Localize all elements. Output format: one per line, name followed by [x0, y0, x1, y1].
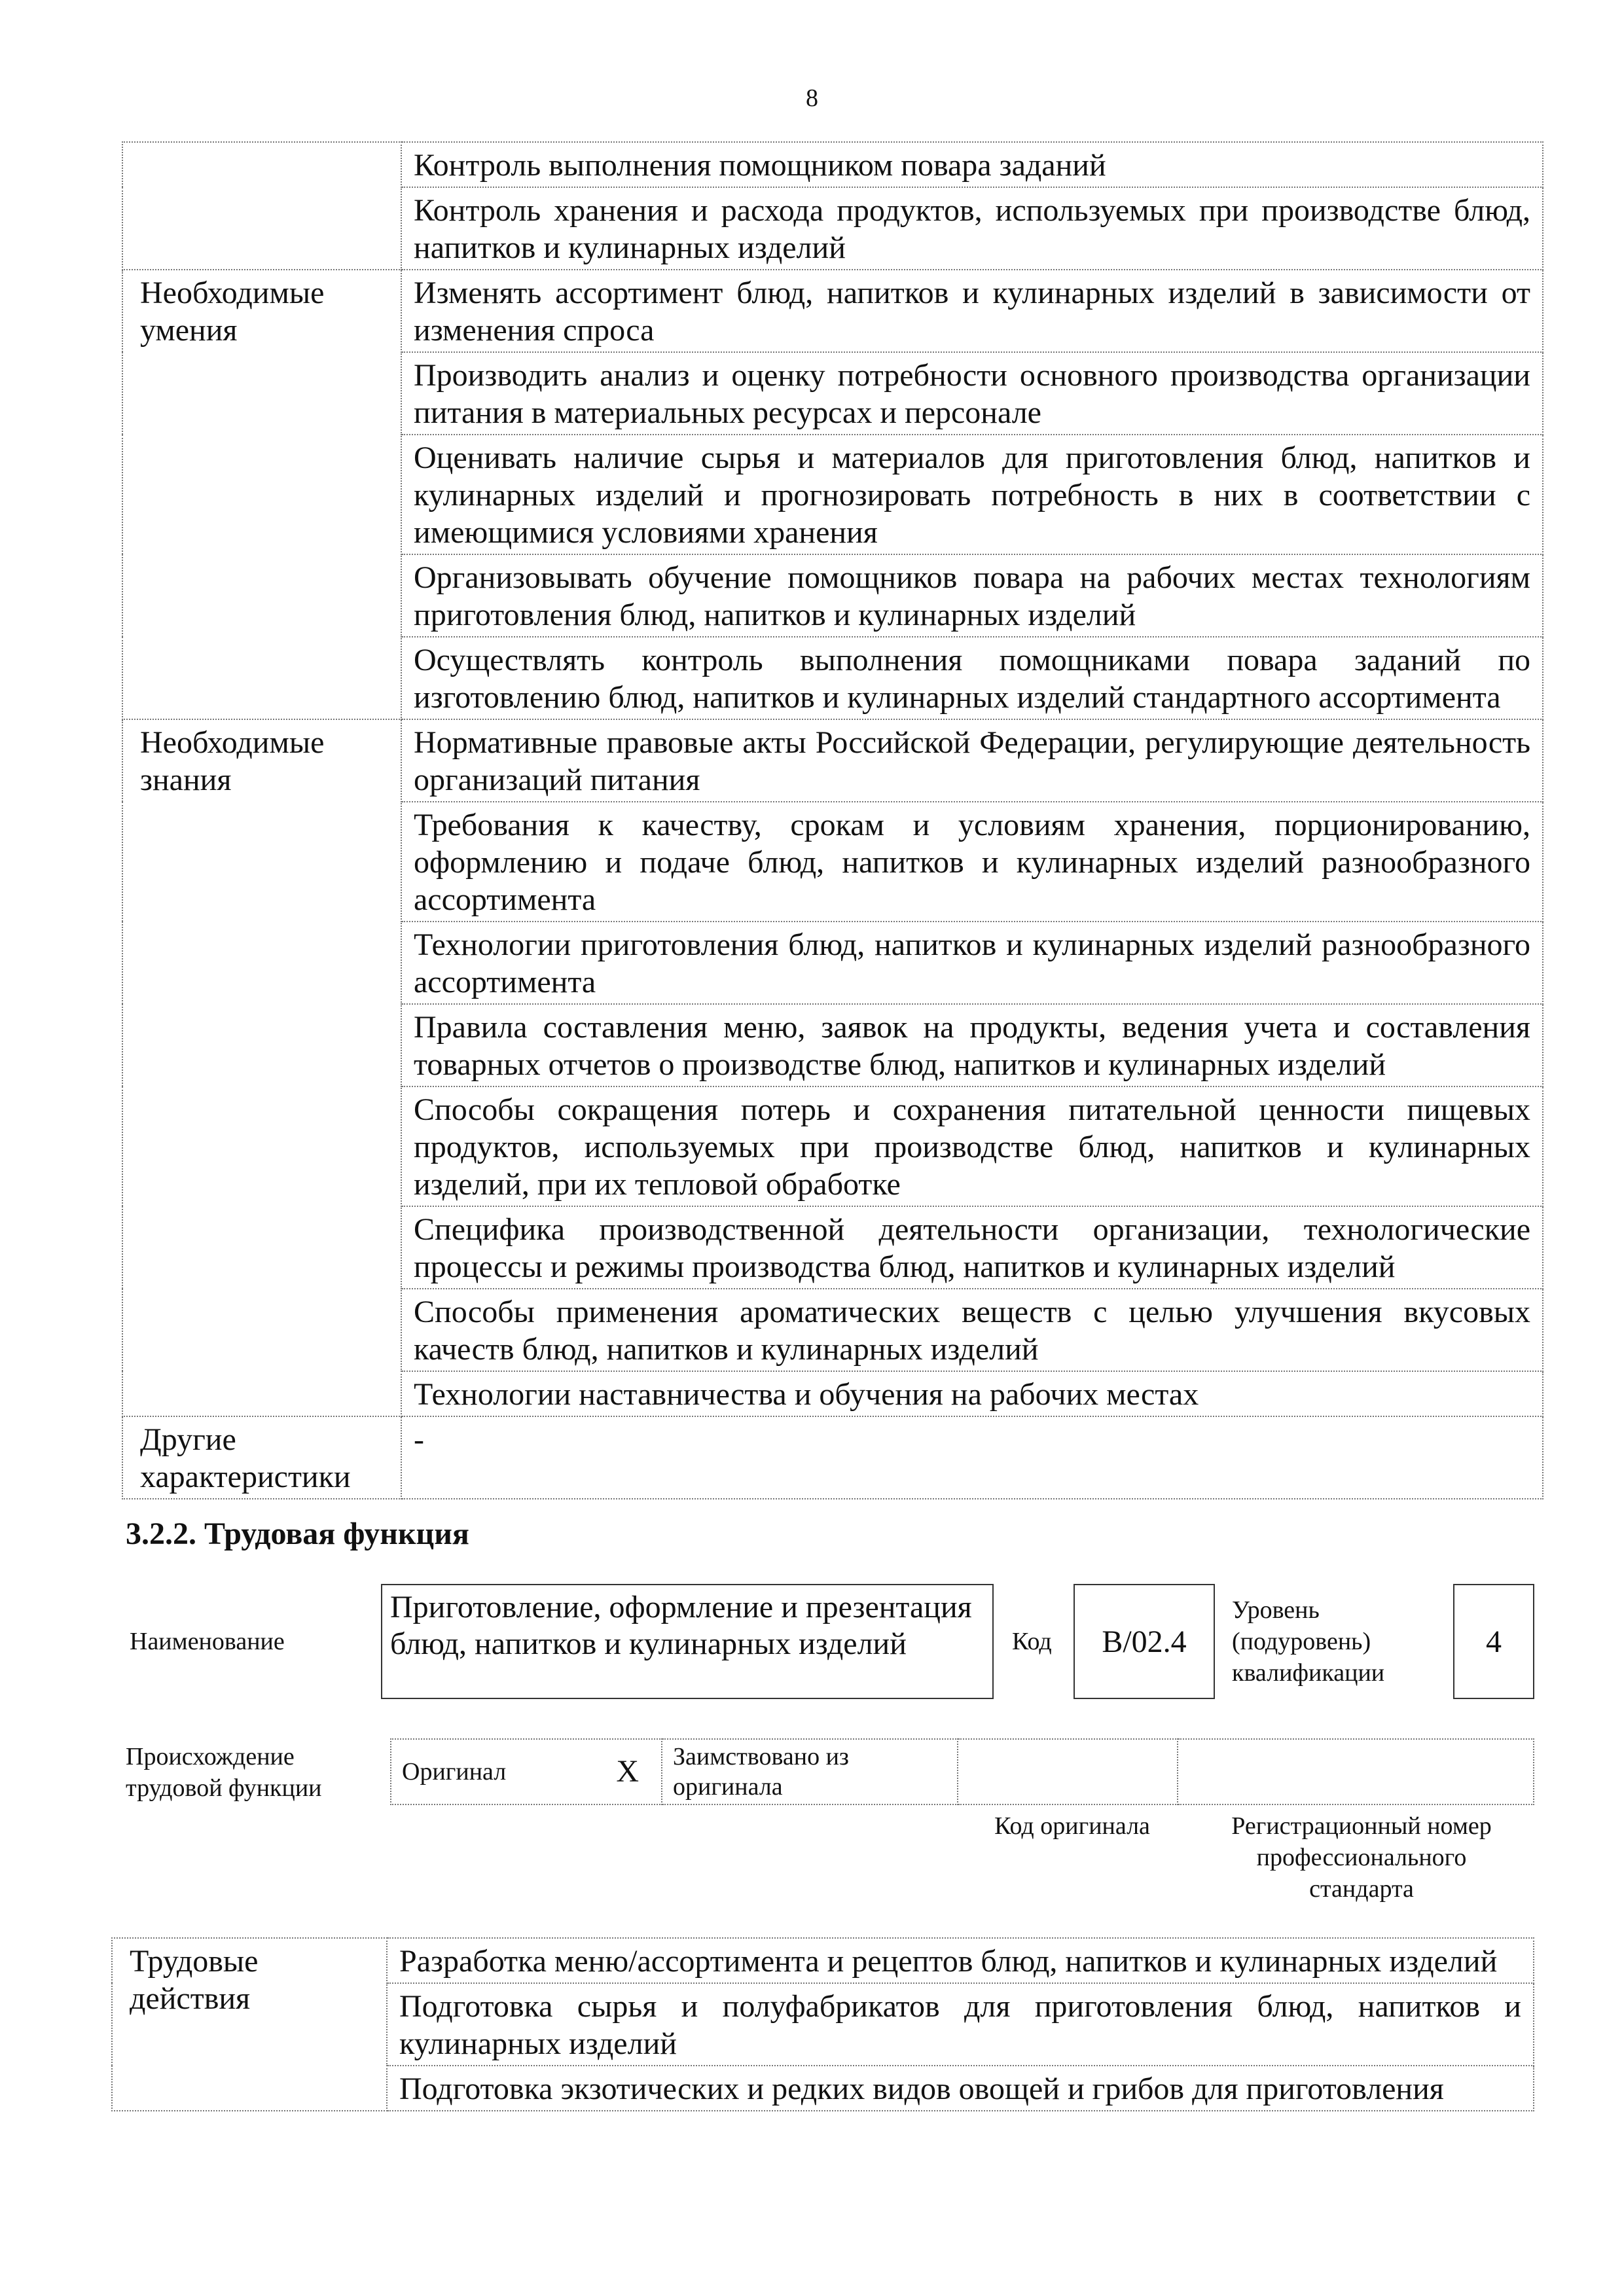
- row-label: [122, 142, 401, 270]
- table-row: [391, 1739, 1534, 1804]
- function-code-box: B/02.4: [1074, 1584, 1215, 1699]
- table-cell: Нормативные правовые акты Российской Федерации, регулирующие деятельность организаций питания: [401, 719, 1543, 802]
- name-label: Наименование: [130, 1628, 285, 1655]
- section-heading: 3.2.2. Трудовая функция: [126, 1516, 469, 1551]
- labor-actions-table: [111, 1937, 1534, 2111]
- original-cell: [391, 1739, 662, 1804]
- reg-number-cell: [1178, 1739, 1534, 1804]
- table-cell: Подготовка экзотических и редких видов овощей и грибов для приготовления: [387, 2066, 1534, 2111]
- original-mark: X: [616, 1754, 639, 1789]
- table-cell: Подготовка сырья и полуфабрикатов для приготовления блюд, напитков и кулинарных изделий: [387, 1983, 1534, 2066]
- table-cell: Контроль выполнения помощником повара заданий: [401, 142, 1543, 187]
- original-code-cell: [958, 1739, 1178, 1804]
- table-row: [112, 1938, 1534, 1983]
- table-row: [122, 719, 1543, 802]
- row-label-skills: Необходимые умения: [122, 270, 401, 719]
- table-cell: Специфика производственной деятельности организации, технологические процессы и режимы производства блюд, напитков и кулинарных изделий: [401, 1206, 1543, 1289]
- row-label-knowledge: Необходимые знания: [122, 719, 401, 1416]
- table-cell: Организовывать обучение помощников повара на рабочих местах технологиям приготовления блюд, напитков и кулинарных изделий: [401, 554, 1543, 637]
- code-label: Код: [1012, 1628, 1052, 1655]
- table-cell: Контроль хранения и расхода продуктов, используемых при производстве блюд, напитков и кулинарных изделий: [401, 187, 1543, 270]
- table-cell: Разработка меню/ассортимента и рецептов блюд, напитков и кулинарных изделий: [387, 1938, 1534, 1983]
- table-row: [122, 1416, 1543, 1499]
- borrowed-cell: Заимствовано из оригинала: [662, 1739, 958, 1804]
- table-cell: -: [401, 1416, 1543, 1499]
- table-cell: Оценивать наличие сырья и материалов для приготовления блюд, напитков и кулинарных изделий и прогнозировать потребность в них в соответствии с имеющимися условиями хранения: [401, 435, 1543, 554]
- table-cell: Производить анализ и оценку потребности основного производства организации питания в материальных ресурсах и персонале: [401, 352, 1543, 435]
- table-cell: Правила составления меню, заявок на продукты, ведения учета и составления товарных отчетов о производстве блюд, напитков и кулинарных изделий: [401, 1004, 1543, 1086]
- table-cell: Способы применения ароматических веществ с целью улучшения вкусовых качеств блюд, напитков и кулинарных изделий: [401, 1289, 1543, 1371]
- table-cell: Технологии наставничества и обучения на рабочих местах: [401, 1371, 1543, 1416]
- level-box: 4: [1453, 1584, 1534, 1699]
- origin-table: [390, 1738, 1534, 1805]
- table-row: [122, 142, 1543, 187]
- table-row: [122, 270, 1543, 352]
- table-cell: Требования к качеству, срокам и условиям хранения, порционированию, оформлению и подаче блюд, напитков и кулинарных изделий разнообразного ассортимента: [401, 802, 1543, 922]
- skills-knowledge-table: [122, 141, 1543, 1499]
- table-cell: Технологии приготовления блюд, напитков и кулинарных изделий разнообразного ассортимента: [401, 922, 1543, 1004]
- table-cell: Осуществлять контроль выполнения помощниками повара заданий по изготовлению блюд, напитков и кулинарных изделий стандартного ассортимента: [401, 637, 1543, 719]
- reg-caption: Регистрационный номер профессионального стандарта: [1231, 1812, 1492, 1903]
- level-label: Уровень (подуровень) квалификации: [1232, 1596, 1385, 1687]
- table-cell: Изменять ассортимент блюд, напитков и кулинарных изделий в зависимости от изменения спроса: [401, 270, 1543, 352]
- function-name-box: Приготовление, оформление и презентация блюд, напитков и кулинарных изделий: [381, 1584, 994, 1699]
- table-cell: Способы сокращения потерь и сохранения питательной ценности пищевых продуктов, используемых при производстве блюд, напитков и кулинарных изделий, при их тепловой обработке: [401, 1086, 1543, 1206]
- original-label: Оригинал: [402, 1758, 507, 1785]
- page-number: 8: [806, 84, 818, 112]
- row-label-actions: Трудовые действия: [112, 1938, 387, 2111]
- origin-label: Происхождение трудовой функции: [126, 1743, 322, 1802]
- code-caption: Код оригинала: [994, 1812, 1150, 1840]
- row-label-other: Другие характеристики: [122, 1416, 401, 1499]
